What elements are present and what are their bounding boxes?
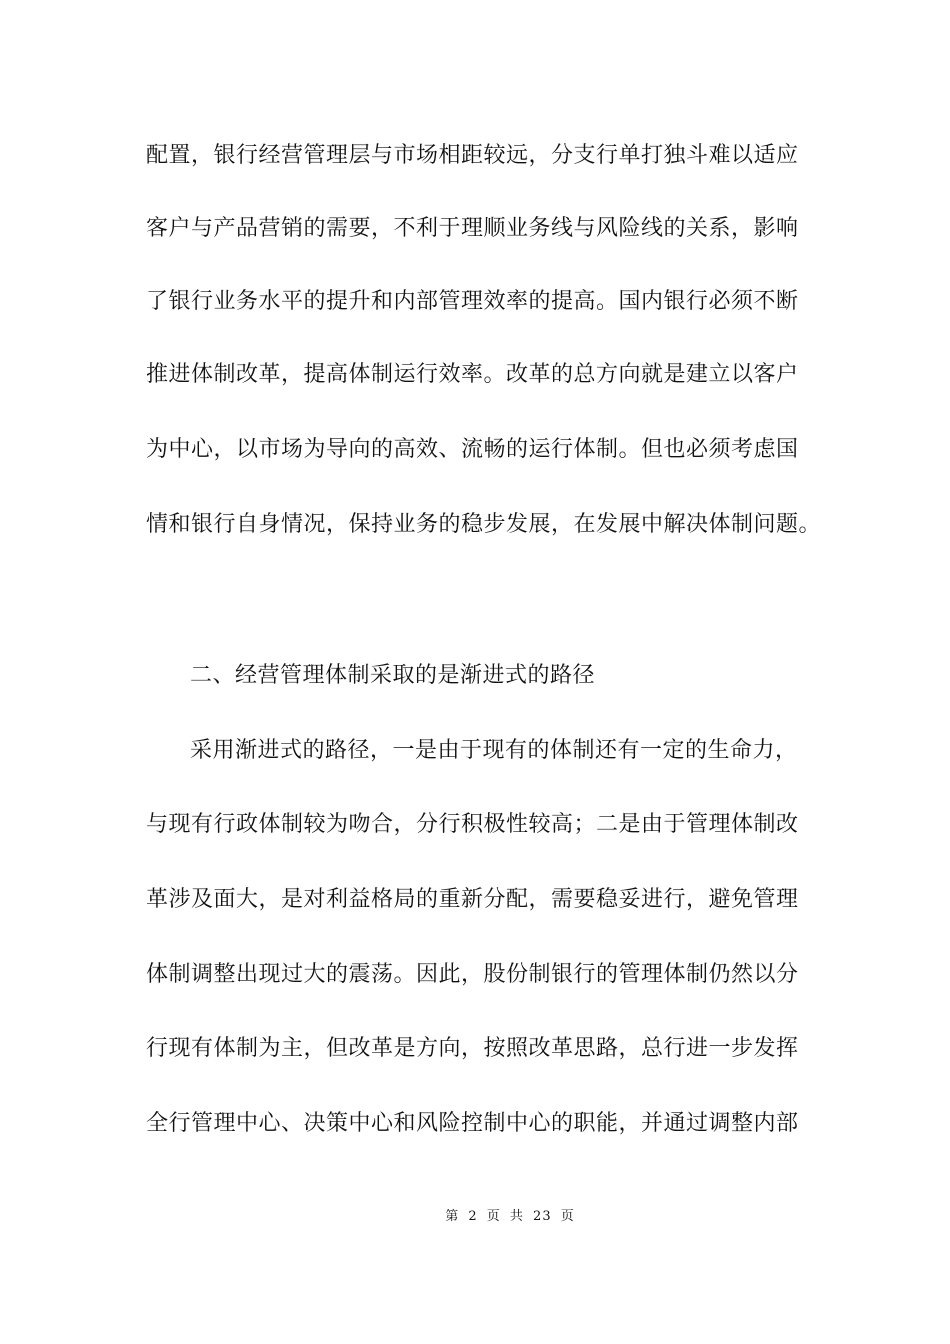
paragraph-2-line-6: 全行管理中心、决策中心和风险控制中心的职能，并通过调整内部 [146, 1111, 799, 1136]
paragraph-1-line-2: 客户与产品营销的需要，不利于理顺业务线与风险线的关系，影响 [146, 216, 799, 241]
paragraph-1-line-6: 情和银行自身情况，保持业务的稳步发展，在发展中解决体制问题。 [146, 512, 822, 537]
paragraph-1-line-1: 配置，银行经营管理层与市场相距较远，分支行单打独斗难以适应 [146, 143, 799, 168]
paragraph-2-line-1: 采用渐进式的路径，一是由于现有的体制还有一定的生命力， [190, 738, 798, 763]
paragraph-2-line-3: 革涉及面大，是对利益格局的重新分配，需要稳妥进行，避免管理 [146, 887, 799, 912]
page-number-footer: 第 2 页 共 23 页 [445, 1209, 575, 1224]
paragraph-1-line-3: 了银行业务水平的提升和内部管理效率的提高。国内银行必须不断 [146, 289, 799, 314]
paragraph-1-line-5: 为中心，以市场为导向的高效、流畅的运行体制。但也必须考虑国 [146, 437, 799, 462]
paragraph-1-line-4: 推进体制改革，提高体制运行效率。改革的总方向就是建立以客户 [146, 362, 799, 387]
section-heading: 二、经营管理体制采取的是渐进式的路径 [190, 663, 596, 688]
paragraph-2-line-4: 体制调整出现过大的震荡。因此，股份制银行的管理体制仍然以分 [146, 962, 799, 987]
paragraph-2-line-5: 行现有体制为主，但改革是方向，按照改革思路，总行进一步发挥 [146, 1036, 799, 1061]
paragraph-2-line-2: 与现有行政体制较为吻合，分行积极性较高；二是由于管理体制改 [146, 812, 799, 837]
